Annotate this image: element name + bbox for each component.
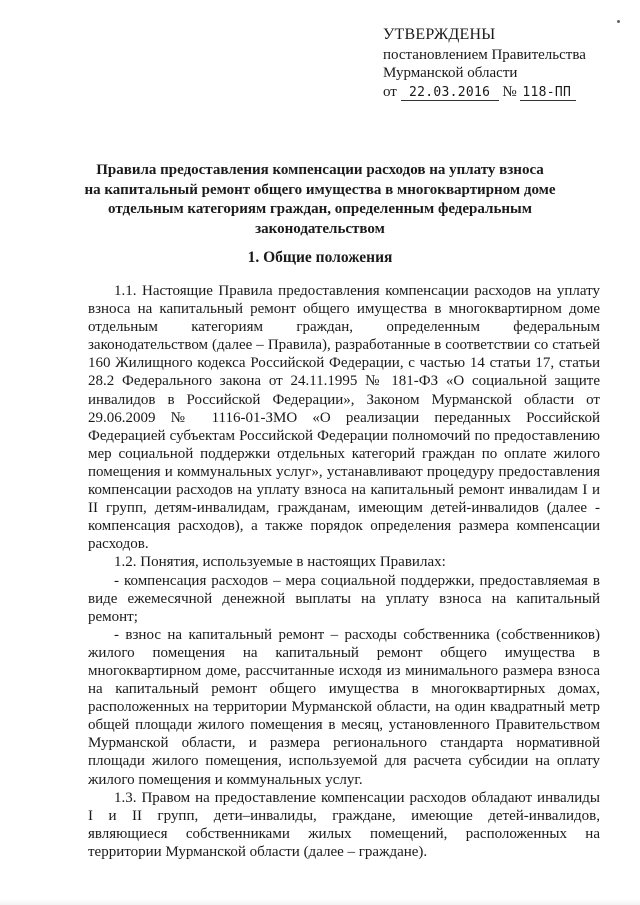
approval-number-label: № — [502, 83, 517, 100]
paragraph-1-3: 1.3. Правом на предоставление компенсации расходов обладают инвалиды I и II групп, дети–инвалиды, граждане, имеющие детей-инвалидов, являющиеся собственниками жилых помещений, расположенных на территории Мурманской области (далее – граждане). — [88, 789, 600, 860]
approval-number: 118-ПП — [520, 86, 576, 101]
title-line-1: Правила предоставления компенсации расходов на уплату взноса — [96, 162, 544, 178]
approval-line-2: Мурманской области — [383, 65, 518, 81]
scan-dot — [617, 20, 620, 23]
title-line-4: законодательством — [255, 220, 385, 237]
approval-from-label: от — [383, 83, 397, 100]
paragraph-1-2: 1.2. Понятия, используемые в настоящих Правилах: — [114, 554, 446, 571]
approval-heading: УТВЕРЖДЕНЫ — [383, 26, 496, 43]
section-heading: 1. Общие положения — [247, 249, 393, 266]
document-title — [60, 161, 580, 239]
approval-date: 22.03.2016 — [401, 86, 499, 101]
paragraph-1-2-b: - взнос на капитальный ремонт – расходы собственника (собственников) жилого помещения на капитальный ремонт общего имущества в многоквартирном доме, рассчитанные исходя из минимального размера взноса на капитальный ремонт общего имущества в многоквартирных домах, расположенных на территории Мурманской области, на один квадратный метр общей площади жилого помещения в месяц, установленного Правительством Мурманской области, и размера регионального стандарта нормативной площади жилого помещения, используемой для расчета субсидии на оплату жилого помещения и коммунальных услуг. — [88, 626, 600, 788]
page-bottom-edge — [0, 899, 640, 905]
title-line-3: отдельным категориям граждан, определенным федеральным — [108, 201, 532, 217]
approval-line-1: постановлением Правительства — [383, 46, 586, 63]
paragraph-1-2-a: - компенсация расходов – мера социальной поддержки, предоставляемая в виде ежемесячной денежной выплаты на уплату взноса на капитальный ремонт; — [88, 572, 600, 625]
approval-block — [383, 26, 623, 101]
document-body — [88, 282, 600, 861]
title-line-2: на капитальный ремонт общего имущества в многоквартирном доме — [84, 181, 556, 198]
paragraph-1-1: 1.1. Настоящие Правила предоставления компенсации расходов на уплату взноса на капитальный ремонт общего имущества в многоквартирном доме отдельным категориям граждан, определенным федеральным законодательством (далее – Правила), разработанные в соответствии со статьей 160 Жилищного кодекса Российской Федерации, с частью 14 статьи 17, статьи 28.2 Федерального закона от 24.11.1995 № 181-ФЗ «О социальной защите инвалидов в Российской Федерации», Законом Мурманской области от 29.06.2009 № 1116-01-ЗМО «О реализации переданных Российской Федерацией субъектам Российской Федерации полномочий по предоставлению мер социальной поддержки отдельных категорий граждан по оплате жилого помещения и коммунальных услуг», устанавливают процедуру предоставления компенсации расходов на уплату взноса на капитальный ремонт инвалидам I и II групп, детям-инвалидам, гражданам, имеющим детей-инвалидов (далее - компенсация расходов), а также порядок определения размера компенсации расходов. — [88, 283, 600, 553]
approval-date-line — [383, 83, 623, 102]
